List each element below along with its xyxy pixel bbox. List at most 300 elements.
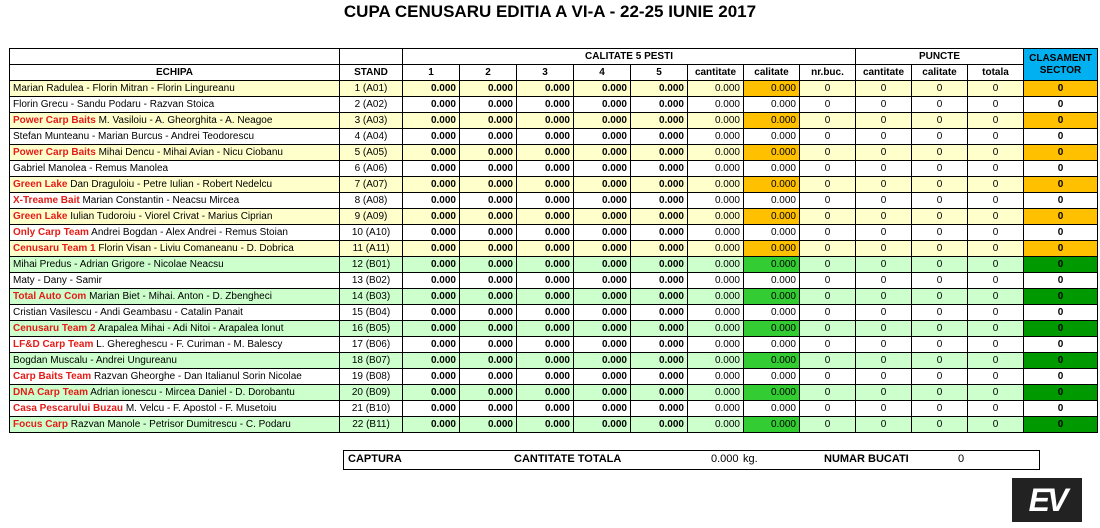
cantitate-cell: 0.000 (688, 129, 744, 145)
nr-buc-cell: 0 (800, 113, 856, 129)
fish-5-cell: 0.000 (631, 225, 688, 241)
fish-4-cell: 0.000 (574, 337, 631, 353)
team-brand: Total Auto Com (13, 290, 87, 302)
fish-4-cell: 0.000 (574, 289, 631, 305)
clasament-cell: 0 (1024, 257, 1098, 273)
fish-1-cell: 0.000 (403, 401, 460, 417)
stand-cell: 22 (B11) (340, 417, 403, 433)
cantitate-cell: 0.000 (688, 145, 744, 161)
puncte-calitate-cell: 0 (912, 161, 968, 177)
calitate-cell: 0.000 (744, 81, 800, 97)
calitate-cell: 0.000 (744, 321, 800, 337)
puncte-calitate-cell: 0 (912, 129, 968, 145)
clasament-cell: 0 (1024, 129, 1098, 145)
fish-4-cell: 0.000 (574, 257, 631, 273)
calitate-cell: 0.000 (744, 417, 800, 433)
stand-cell: 20 (B09) (340, 385, 403, 401)
nr-buc-cell: 0 (800, 257, 856, 273)
puncte-cantitate-cell: 0 (856, 417, 912, 433)
fish-3-cell: 0.000 (517, 417, 574, 433)
nr-buc-cell: 0 (800, 321, 856, 337)
calitate-cell: 0.000 (744, 97, 800, 113)
table-row (10, 385, 1098, 401)
sub-header-10: totala (968, 65, 1024, 81)
sub-header-4: 5 (631, 65, 688, 81)
table-row (10, 305, 1098, 321)
fish-4-cell: 0.000 (574, 193, 631, 209)
nr-buc-cell: 0 (800, 385, 856, 401)
calitate-cell: 0.000 (744, 129, 800, 145)
team-members: Andrei Bogdan - Alex Andrei - Remus Stoian (88, 226, 288, 238)
fish-1-cell: 0.000 (403, 161, 460, 177)
calitate-cell: 0.000 (744, 257, 800, 273)
cantitate-cell: 0.000 (688, 369, 744, 385)
team-cell (10, 145, 340, 161)
puncte-cantitate-cell: 0 (856, 337, 912, 353)
clasament-cell: 0 (1024, 177, 1098, 193)
clasament-cell: 0 (1024, 369, 1098, 385)
team-brand: Green Lake (13, 178, 68, 190)
team-brand: LF&D Carp Team (13, 338, 94, 350)
team-members: Razvan Gheorghe - Dan Italianul Sorin Nicolae (91, 370, 302, 382)
fish-4-cell: 0.000 (574, 305, 631, 321)
puncte-totala-cell: 0 (968, 305, 1024, 321)
clasament-cell: 0 (1024, 273, 1098, 289)
cantitate-cell: 0.000 (688, 401, 744, 417)
team-brand: Focus Carp (13, 418, 69, 430)
fish-3-cell: 0.000 (517, 321, 574, 337)
stand-cell: 19 (B08) (340, 369, 403, 385)
nr-buc-cell: 0 (800, 193, 856, 209)
nr-buc-cell: 0 (800, 337, 856, 353)
fish-1-cell: 0.000 (403, 113, 460, 129)
clasament-cell: 0 (1024, 289, 1098, 305)
calitate-cell: 0.000 (744, 193, 800, 209)
fish-3-cell: 0.000 (517, 241, 574, 257)
fish-2-cell: 0.000 (460, 241, 517, 257)
puncte-totala-cell: 0 (968, 145, 1024, 161)
fish-2-cell: 0.000 (460, 321, 517, 337)
puncte-cantitate-cell: 0 (856, 129, 912, 145)
table-row (10, 129, 1098, 145)
team-members: Marian Constantin - Neacsu Mircea (79, 194, 240, 206)
fish-3-cell: 0.000 (517, 369, 574, 385)
fish-4-cell: 0.000 (574, 177, 631, 193)
stand-cell: 15 (B04) (340, 305, 403, 321)
fish-5-cell: 0.000 (631, 305, 688, 321)
stand-header: STAND (340, 65, 403, 81)
fish-2-cell: 0.000 (460, 225, 517, 241)
team-brand: Green Lake (13, 210, 68, 222)
fish-3-cell: 0.000 (517, 353, 574, 369)
team-cell (10, 417, 340, 433)
puncte-cantitate-cell: 0 (856, 273, 912, 289)
puncte-calitate-cell: 0 (912, 113, 968, 129)
nr-buc-cell: 0 (800, 417, 856, 433)
sub-header-6: calitate (744, 65, 800, 81)
puncte-cantitate-cell: 0 (856, 97, 912, 113)
page-title: CUPA CENUSARU EDITIA A VI-A - 22-25 IUNIE 2017 (343, 2, 757, 21)
fish-2-cell: 0.000 (460, 273, 517, 289)
fish-4-cell: 0.000 (574, 369, 631, 385)
puncte-totala-cell: 0 (968, 241, 1024, 257)
team-cell (10, 81, 340, 97)
fish-2-cell: 0.000 (460, 337, 517, 353)
fish-3-cell: 0.000 (517, 177, 574, 193)
puncte-cantitate-cell: 0 (856, 321, 912, 337)
fish-5-cell: 0.000 (631, 369, 688, 385)
puncte-cantitate-cell: 0 (856, 145, 912, 161)
nr-buc-cell: 0 (800, 369, 856, 385)
team-members: Marian Radulea - Florin Mitran - Florin Lingureanu (13, 82, 235, 94)
fish-5-cell: 0.000 (631, 161, 688, 177)
clasament-cell: 0 (1024, 209, 1098, 225)
fish-1-cell: 0.000 (403, 305, 460, 321)
fish-2-cell: 0.000 (460, 97, 517, 113)
puncte-calitate-cell: 0 (912, 289, 968, 305)
stand-cell: 8 (A08) (340, 193, 403, 209)
puncte-calitate-cell: 0 (912, 273, 968, 289)
table-row (10, 193, 1098, 209)
stand-cell: 13 (B02) (340, 273, 403, 289)
fish-1-cell: 0.000 (403, 225, 460, 241)
fish-4-cell: 0.000 (574, 129, 631, 145)
puncte-calitate-cell: 0 (912, 193, 968, 209)
table-row (10, 161, 1098, 177)
puncte-totala-cell: 0 (968, 401, 1024, 417)
team-cell (10, 193, 340, 209)
team-brand: Cenusaru Team 2 (13, 322, 96, 334)
clasament-cell: 0 (1024, 337, 1098, 353)
clasament-cell: 0 (1024, 113, 1098, 129)
ev-logo-icon: EV (1012, 478, 1082, 522)
fish-1-cell: 0.000 (403, 273, 460, 289)
cantitate-cell: 0.000 (688, 241, 744, 257)
cantitate-cell: 0.000 (688, 305, 744, 321)
stand-cell: 5 (A05) (340, 145, 403, 161)
fish-3-cell: 0.000 (517, 129, 574, 145)
fish-3-cell: 0.000 (517, 385, 574, 401)
team-members: Dan Draguloiu - Petre Iulian - Robert Nedelcu (67, 178, 273, 190)
nr-buc-cell: 0 (800, 353, 856, 369)
sub-header-5: cantitate (688, 65, 744, 81)
puncte-totala-cell: 0 (968, 369, 1024, 385)
puncte-cantitate-cell: 0 (856, 193, 912, 209)
table-row (10, 113, 1098, 129)
puncte-header: PUNCTE (856, 49, 1024, 65)
fish-4-cell: 0.000 (574, 273, 631, 289)
cantitate-cell: 0.000 (688, 385, 744, 401)
team-members: Razvan Manole - Petrisor Dumitrescu - C. Podaru (68, 418, 291, 430)
team-members: Mihai Dencu - Mihai Avian - Nicu Ciobanu (95, 146, 283, 158)
fish-2-cell: 0.000 (460, 113, 517, 129)
results-table (9, 48, 1098, 433)
puncte-calitate-cell: 0 (912, 321, 968, 337)
table-row (10, 321, 1098, 337)
puncte-totala-cell: 0 (968, 161, 1024, 177)
clasament-cell: 0 (1024, 161, 1098, 177)
puncte-calitate-cell: 0 (912, 241, 968, 257)
puncte-totala-cell: 0 (968, 113, 1024, 129)
stand-cell: 7 (A07) (340, 177, 403, 193)
fish-4-cell: 0.000 (574, 113, 631, 129)
puncte-totala-cell: 0 (968, 97, 1024, 113)
sub-header-2: 3 (517, 65, 574, 81)
cantitate-cell: 0.000 (688, 225, 744, 241)
fish-2-cell: 0.000 (460, 401, 517, 417)
team-cell (10, 321, 340, 337)
summary-bar (343, 450, 1040, 470)
cantitate-totala-label: CANTITATE TOTALA (514, 453, 622, 465)
puncte-calitate-cell: 0 (912, 257, 968, 273)
table-row (10, 273, 1098, 289)
puncte-totala-cell: 0 (968, 209, 1024, 225)
cantitate-cell: 0.000 (688, 161, 744, 177)
fish-2-cell: 0.000 (460, 305, 517, 321)
cantitate-cell: 0.000 (688, 273, 744, 289)
team-cell (10, 241, 340, 257)
fish-2-cell: 0.000 (460, 257, 517, 273)
results-body (10, 81, 1098, 433)
fish-2-cell: 0.000 (460, 385, 517, 401)
fish-5-cell: 0.000 (631, 385, 688, 401)
puncte-cantitate-cell: 0 (856, 369, 912, 385)
nr-buc-cell: 0 (800, 289, 856, 305)
fish-1-cell: 0.000 (403, 193, 460, 209)
team-members: Florin Visan - Liviu Comaneanu - D. Dobrica (95, 242, 294, 254)
team-cell (10, 97, 340, 113)
stand-cell: 4 (A04) (340, 129, 403, 145)
nr-buc-cell: 0 (800, 305, 856, 321)
puncte-cantitate-cell: 0 (856, 241, 912, 257)
stand-cell: 17 (B06) (340, 337, 403, 353)
fish-2-cell: 0.000 (460, 81, 517, 97)
fish-1-cell: 0.000 (403, 289, 460, 305)
header-row-top (10, 49, 1098, 65)
fish-5-cell: 0.000 (631, 257, 688, 273)
calitate-cell: 0.000 (744, 337, 800, 353)
team-brand: Only Carp Team (13, 226, 89, 238)
stand-cell: 18 (B07) (340, 353, 403, 369)
calitate-cell: 0.000 (744, 241, 800, 257)
fish-4-cell: 0.000 (574, 321, 631, 337)
fish-2-cell: 0.000 (460, 129, 517, 145)
fish-3-cell: 0.000 (517, 209, 574, 225)
clasament-cell: 0 (1024, 353, 1098, 369)
cantitate-totala-value: 0.000 (711, 453, 739, 465)
puncte-totala-cell: 0 (968, 225, 1024, 241)
fish-4-cell: 0.000 (574, 209, 631, 225)
fish-1-cell: 0.000 (403, 97, 460, 113)
nr-buc-cell: 0 (800, 145, 856, 161)
stand-cell: 9 (A09) (340, 209, 403, 225)
stand-cell: 16 (B05) (340, 321, 403, 337)
puncte-calitate-cell: 0 (912, 225, 968, 241)
team-brand: DNA Carp Team (13, 386, 89, 398)
team-members: Arapalea Mihai - Adi Nitoi - Arapalea Ionut (95, 322, 284, 334)
team-brand: X-Treame Bait (13, 194, 80, 206)
fish-1-cell: 0.000 (403, 417, 460, 433)
fish-1-cell: 0.000 (403, 337, 460, 353)
stand-cell: 6 (A06) (340, 161, 403, 177)
nr-buc-cell: 0 (800, 177, 856, 193)
fish-3-cell: 0.000 (517, 305, 574, 321)
fish-2-cell: 0.000 (460, 209, 517, 225)
cantitate-cell: 0.000 (688, 257, 744, 273)
fish-4-cell: 0.000 (574, 225, 631, 241)
fish-3-cell: 0.000 (517, 225, 574, 241)
echipa-header: ECHIPA (10, 65, 340, 81)
fish-5-cell: 0.000 (631, 113, 688, 129)
fish-5-cell: 0.000 (631, 321, 688, 337)
team-cell (10, 353, 340, 369)
sub-header-7: nr.buc. (800, 65, 856, 81)
nr-buc-cell: 0 (800, 97, 856, 113)
calitate-cell: 0.000 (744, 353, 800, 369)
team-brand: Casa Pescarului Buzau (13, 402, 124, 414)
fish-3-cell: 0.000 (517, 337, 574, 353)
fish-5-cell: 0.000 (631, 401, 688, 417)
cantitate-cell: 0.000 (688, 113, 744, 129)
puncte-totala-cell: 0 (968, 417, 1024, 433)
cantitate-cell: 0.000 (688, 417, 744, 433)
fish-2-cell: 0.000 (460, 369, 517, 385)
calitate-cell: 0.000 (744, 177, 800, 193)
fish-5-cell: 0.000 (631, 241, 688, 257)
cantitate-cell: 0.000 (688, 289, 744, 305)
calitate-cell: 0.000 (744, 273, 800, 289)
stand-cell: 3 (A03) (340, 113, 403, 129)
fish-1-cell: 0.000 (403, 81, 460, 97)
calitate-cell: 0.000 (744, 225, 800, 241)
clasament-cell: 0 (1024, 321, 1098, 337)
cantitate-cell: 0.000 (688, 209, 744, 225)
fish-4-cell: 0.000 (574, 81, 631, 97)
team-brand: Carp Baits Team (13, 370, 92, 382)
table-row (10, 257, 1098, 273)
nr-buc-cell: 0 (800, 241, 856, 257)
stand-cell: 11 (A11) (340, 241, 403, 257)
table-row (10, 337, 1098, 353)
calitate-cell: 0.000 (744, 289, 800, 305)
puncte-calitate-cell: 0 (912, 353, 968, 369)
fish-2-cell: 0.000 (460, 145, 517, 161)
clasament-cell: 0 (1024, 305, 1098, 321)
fish-4-cell: 0.000 (574, 353, 631, 369)
team-members: Bogdan Muscalu - Andrei Ungureanu (13, 354, 177, 366)
cantitate-cell: 0.000 (688, 97, 744, 113)
numar-bucati-label: NUMAR BUCATI (824, 453, 909, 465)
cantitate-cell: 0.000 (688, 353, 744, 369)
fish-3-cell: 0.000 (517, 273, 574, 289)
fish-4-cell: 0.000 (574, 385, 631, 401)
sub-header-0: 1 (403, 65, 460, 81)
fish-4-cell: 0.000 (574, 417, 631, 433)
cantitate-unit: kg. (743, 453, 758, 465)
puncte-calitate-cell: 0 (912, 97, 968, 113)
table-row (10, 145, 1098, 161)
calitate-cell: 0.000 (744, 161, 800, 177)
clasament-cell: 0 (1024, 401, 1098, 417)
puncte-cantitate-cell: 0 (856, 113, 912, 129)
fish-4-cell: 0.000 (574, 145, 631, 161)
fish-1-cell: 0.000 (403, 257, 460, 273)
team-cell (10, 209, 340, 225)
team-members: Cristian Vasilescu - Andi Geambasu - Catalin Panait (13, 306, 243, 318)
fish-5-cell: 0.000 (631, 289, 688, 305)
fish-5-cell: 0.000 (631, 177, 688, 193)
calitate-cell: 0.000 (744, 305, 800, 321)
clasament-cell: 0 (1024, 225, 1098, 241)
fish-4-cell: 0.000 (574, 401, 631, 417)
fish-1-cell: 0.000 (403, 241, 460, 257)
fish-2-cell: 0.000 (460, 353, 517, 369)
puncte-totala-cell: 0 (968, 321, 1024, 337)
clasament-cell: 0 (1024, 385, 1098, 401)
calitate-cell: 0.000 (744, 209, 800, 225)
fish-5-cell: 0.000 (631, 145, 688, 161)
fish-3-cell: 0.000 (517, 113, 574, 129)
fish-4-cell: 0.000 (574, 241, 631, 257)
puncte-calitate-cell: 0 (912, 177, 968, 193)
puncte-totala-cell: 0 (968, 81, 1024, 97)
puncte-calitate-cell: 0 (912, 385, 968, 401)
puncte-calitate-cell: 0 (912, 209, 968, 225)
calitate-cell: 0.000 (744, 385, 800, 401)
team-cell (10, 385, 340, 401)
stand-cell: 1 (A01) (340, 81, 403, 97)
team-cell (10, 289, 340, 305)
team-members: Mihai Predus - Adrian Grigore - Nicolae Neacsu (13, 258, 224, 270)
nr-buc-cell: 0 (800, 129, 856, 145)
table-row (10, 401, 1098, 417)
puncte-totala-cell: 0 (968, 257, 1024, 273)
fish-3-cell: 0.000 (517, 81, 574, 97)
captura-label: CAPTURA (348, 453, 402, 465)
fish-5-cell: 0.000 (631, 209, 688, 225)
fish-2-cell: 0.000 (460, 161, 517, 177)
nr-buc-cell: 0 (800, 273, 856, 289)
puncte-calitate-cell: 0 (912, 145, 968, 161)
team-brand: Power Carp Baits (13, 114, 96, 126)
team-members: L. Ghereghescu - F. Curiman - M. Balescy (93, 338, 283, 350)
team-cell (10, 161, 340, 177)
sub-header-8: cantitate (856, 65, 912, 81)
fish-3-cell: 0.000 (517, 161, 574, 177)
nr-buc-cell: 0 (800, 209, 856, 225)
cantitate-cell: 0.000 (688, 193, 744, 209)
team-cell (10, 129, 340, 145)
puncte-totala-cell: 0 (968, 337, 1024, 353)
table-row (10, 289, 1098, 305)
team-cell (10, 273, 340, 289)
fish-3-cell: 0.000 (517, 97, 574, 113)
team-members: Adrian ionescu - Mircea Daniel - D. Dorobantu (88, 386, 295, 398)
cantitate-cell: 0.000 (688, 177, 744, 193)
stand-cell: 21 (B10) (340, 401, 403, 417)
fish-1-cell: 0.000 (403, 353, 460, 369)
table-row (10, 353, 1098, 369)
fish-3-cell: 0.000 (517, 257, 574, 273)
puncte-cantitate-cell: 0 (856, 289, 912, 305)
team-members: Maty - Dany - Samir (13, 274, 102, 286)
calitate-header: CALITATE 5 PESTI (403, 49, 856, 65)
numar-bucati-value: 0 (958, 453, 965, 465)
puncte-totala-cell: 0 (968, 177, 1024, 193)
team-members: Iulian Tudoroiu - Viorel Crivat - Marius Ciprian (67, 210, 273, 222)
table-row (10, 369, 1098, 385)
puncte-totala-cell: 0 (968, 353, 1024, 369)
